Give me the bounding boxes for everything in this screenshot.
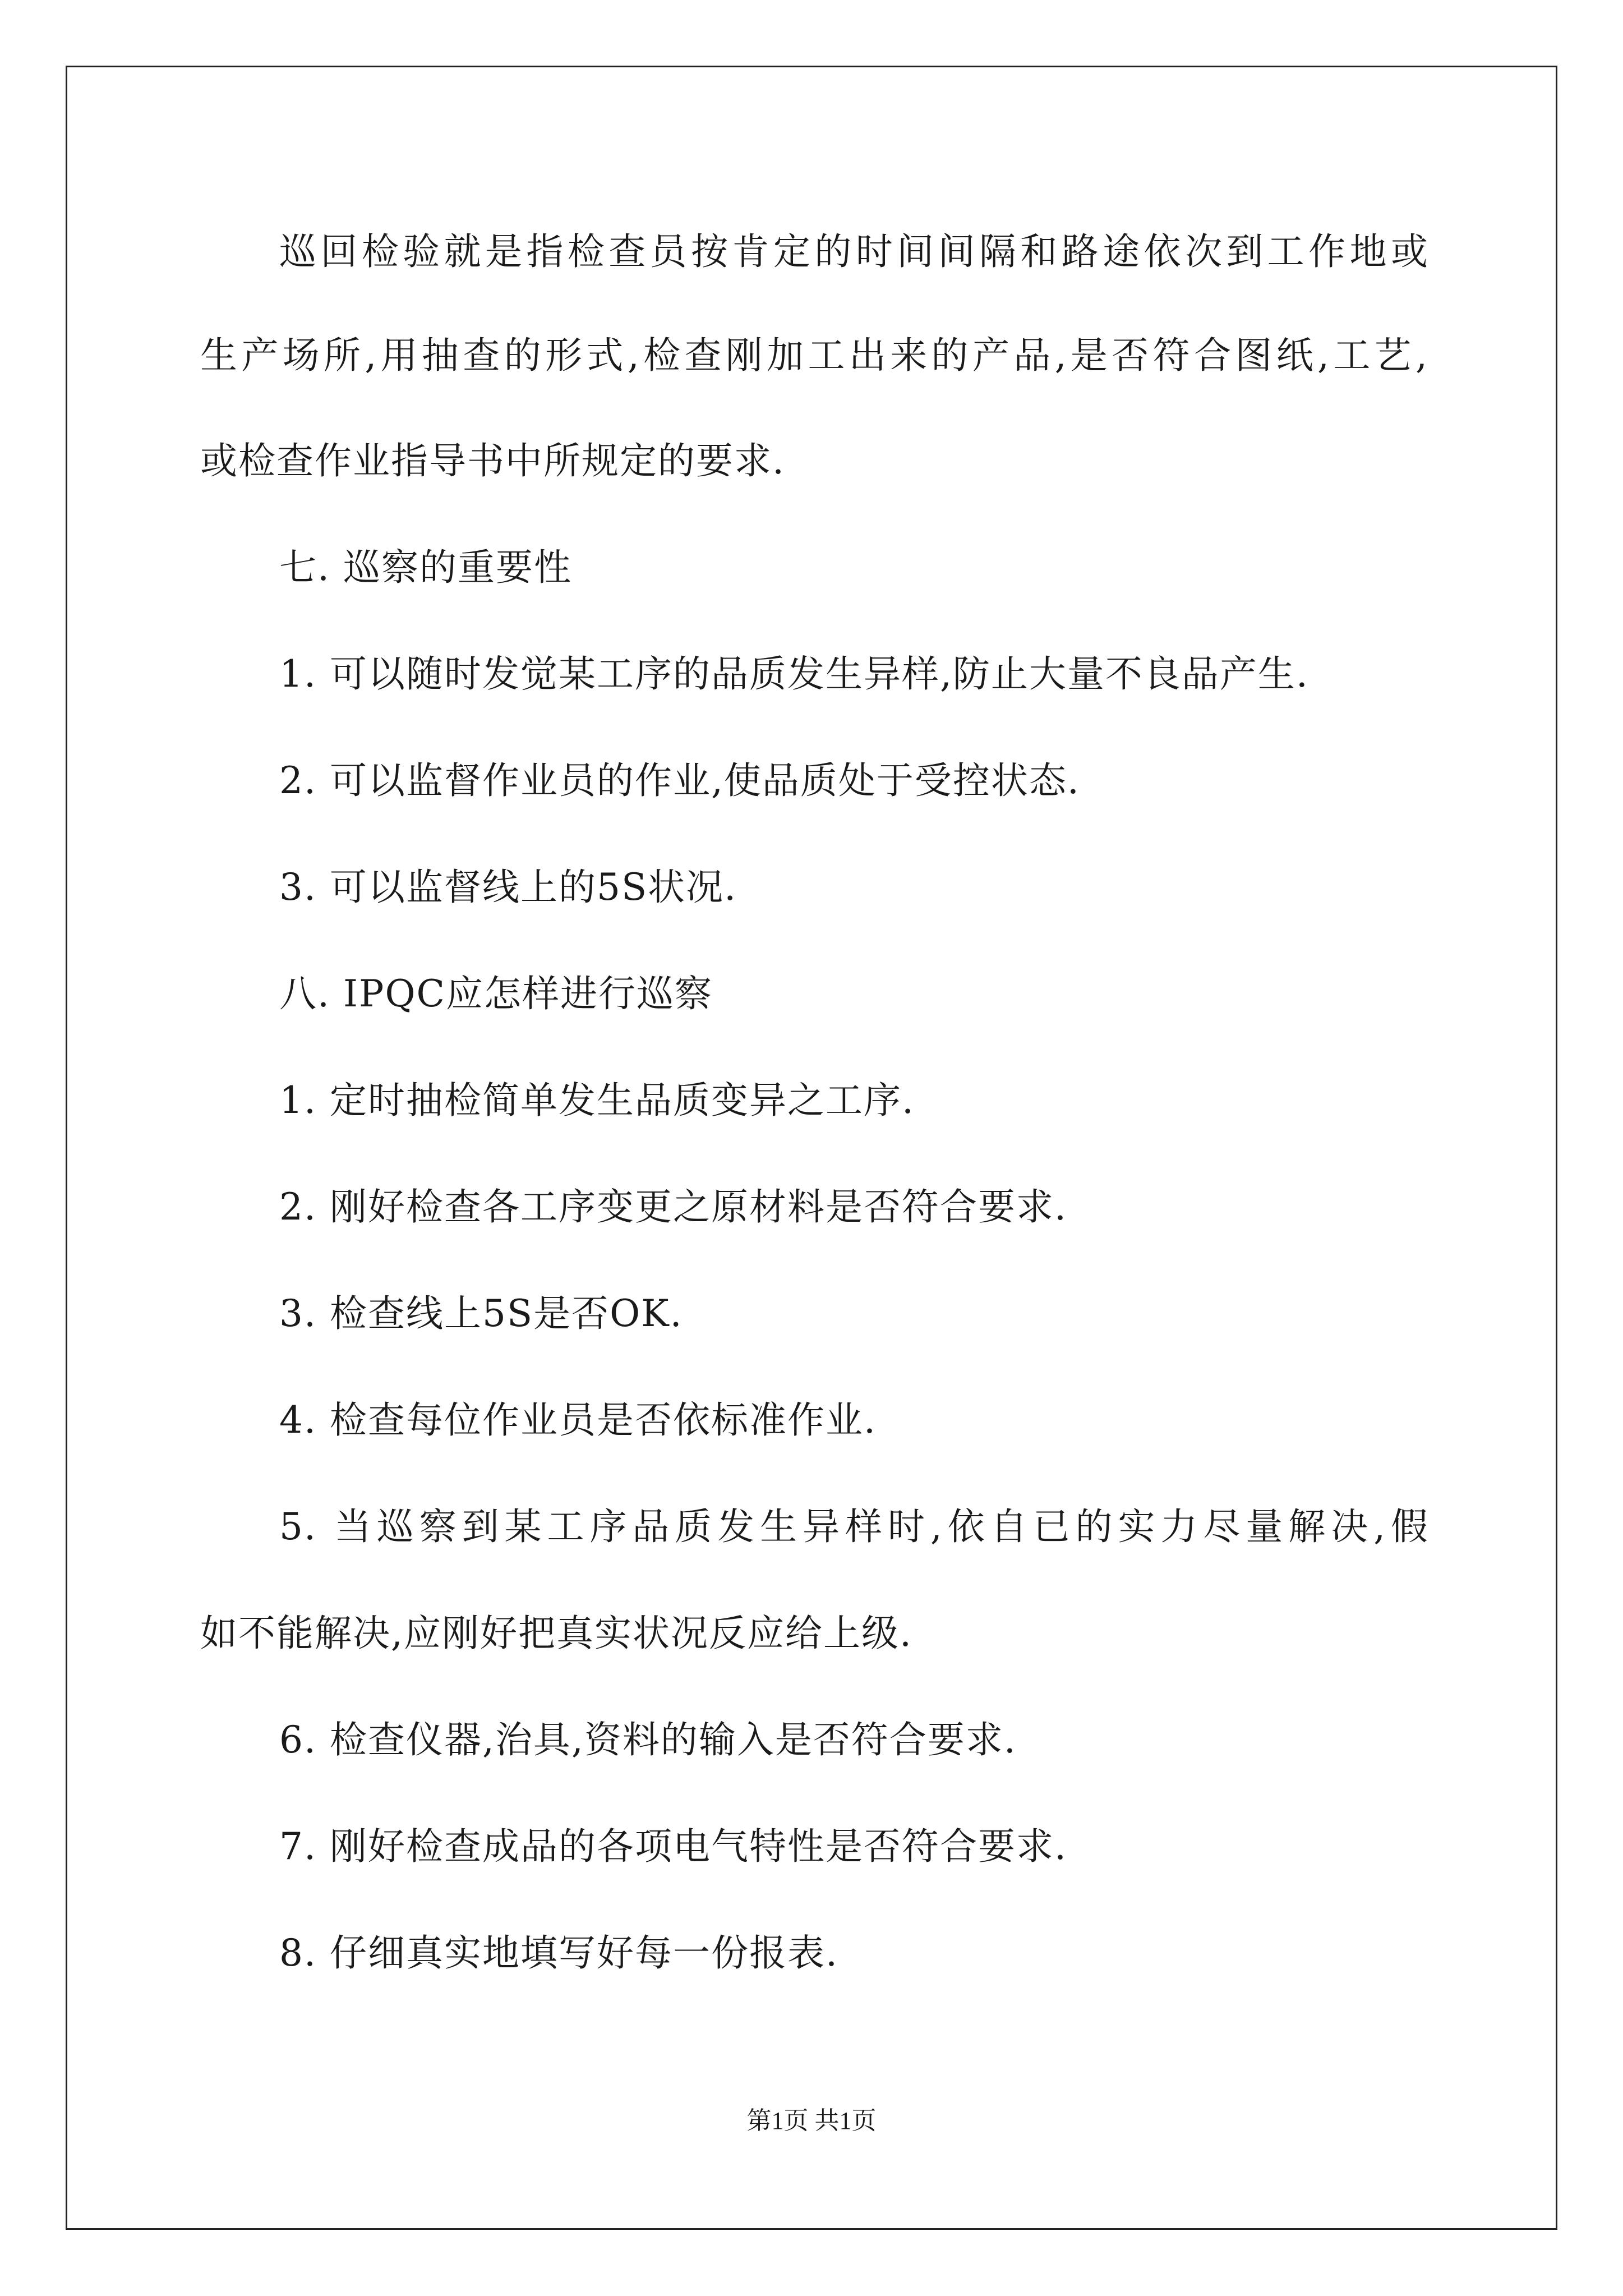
section-8-item-5-line-2: 如不能解决,应刚好把真实状况反应给上级. [200, 1612, 912, 1655]
section-8-item-6: 6. 检查仪器,治具,资料的输入是否符合要求. [279, 1718, 1017, 1761]
paragraph-1-line-1: 巡回检验就是指检查员按肯定的时间间隔和路途依次到工作地或 [279, 230, 1429, 273]
section-8-item-4: 4. 检查每位作业员是否依标准作业. [279, 1398, 877, 1442]
section-8-item-2: 2. 刚好检查各工序变更之原材料是否符合要求. [279, 1185, 1067, 1228]
paragraph-1-line-3: 或检查作业指导书中所规定的要求. [200, 439, 785, 482]
paragraph-1-line-2: 生产场所,用抽查的形式,检查刚加工出来的产品,是否符合图纸,工艺, [200, 334, 1428, 377]
section-8-item-7: 7. 刚好检查成品的各项电气特性是否符合要求. [279, 1825, 1067, 1868]
page-number-footer: 第1页 共1页 [746, 2107, 877, 2134]
section-8-heading: 八. IPQC应怎样进行巡察 [279, 972, 713, 1015]
section-8-item-8: 8. 仔细真实地填写好每一份报表. [279, 1931, 838, 1975]
section-8-item-1: 1. 定时抽检简单发生品质变异之工序. [279, 1079, 915, 1122]
section-7-item-1: 1. 可以随时发觉某工序的品质发生异样,防止大量不良品产生. [279, 652, 1309, 696]
section-7-item-3: 3. 可以监督线上的5S状况. [279, 866, 737, 909]
section-8-item-3: 3. 检查线上5S是否OK. [279, 1292, 683, 1335]
section-7-item-2: 2. 可以监督作业员的作业,使品质处于受控状态. [279, 759, 1080, 802]
section-8-item-5-line-1: 5. 当巡察到某工序品质发生异样时,依自已的实力尽量解决,假 [279, 1505, 1429, 1548]
section-7-heading: 七. 巡察的重要性 [279, 546, 572, 589]
